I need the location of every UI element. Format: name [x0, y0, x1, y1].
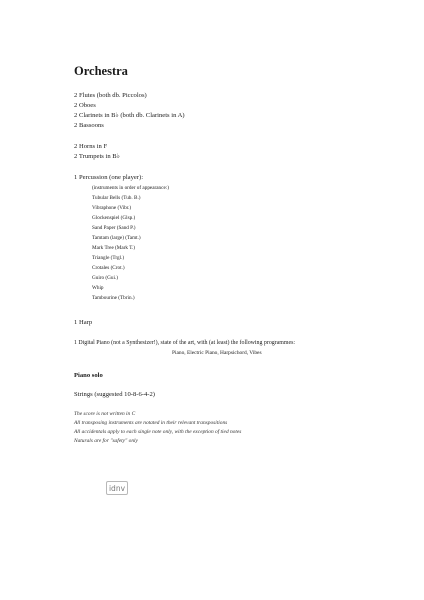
percussion-item: Tubular Bells (Tub. B.): [92, 195, 141, 201]
score-note: Naturals are for "safety" only: [74, 438, 138, 444]
instrument-line-oboes: 2 Oboes: [74, 102, 96, 109]
instrument-line-bassoons: 2 Bassoons: [74, 122, 104, 129]
percussion-item: Whip: [92, 285, 104, 291]
instrument-line-horns: 2 Horns in F: [74, 143, 108, 150]
percussion-item: Sand Paper (Sand P.): [92, 225, 136, 231]
score-note: All accidentals apply to each single note only, with the exception of tied notes: [74, 429, 242, 435]
piano-solo-heading: Piano solo: [74, 372, 103, 379]
digital-piano-programmes: Piano, Electric Piano, Harpsichord, Vibes: [172, 350, 262, 356]
percussion-item: Triangle (Trgl.): [92, 255, 125, 261]
instrument-line-digital-piano: 1 Digital Piano (not a Synthesizer!), state of the art, with (at least) the following programmes:: [74, 340, 296, 346]
percussion-item: Mark Tree (Mark T.): [92, 245, 136, 251]
percussion-item: Vibraphone (Vibr.): [92, 205, 132, 211]
score-note: The score is not written in C: [74, 411, 136, 417]
publisher-logo: idnv: [106, 481, 128, 495]
score-note: All transposing instruments are notated in their relevant transpositions: [74, 420, 228, 426]
percussion-item: Tamtam (large) (Tamt.): [92, 235, 141, 241]
instrument-line-flutes: 2 Flutes (both db. Piccolos): [74, 92, 147, 99]
percussion-item: Guiro (Gui.): [92, 275, 118, 281]
instrument-line-trumpets: 2 Trumpets in B♭: [74, 153, 120, 160]
instrument-line-harp: 1 Harp: [74, 319, 93, 326]
instrument-line-clarinets: 2 Clarinets in B♭ (both db. Clarinets in A): [74, 112, 185, 119]
percussion-heading: 1 Percussion (one player):: [74, 174, 144, 181]
page-title: Orchestra: [74, 64, 128, 78]
instrument-line-strings: Strings (suggested 10-8-6-4-2): [74, 391, 155, 398]
percussion-order-note: (instruments in order of appearance:): [92, 185, 169, 191]
percussion-item: Glockenspiel (Glsp.): [92, 215, 136, 221]
percussion-item: Crotales (Crot.): [92, 265, 125, 271]
percussion-item: Tambourine (Tbrin.): [92, 295, 135, 301]
